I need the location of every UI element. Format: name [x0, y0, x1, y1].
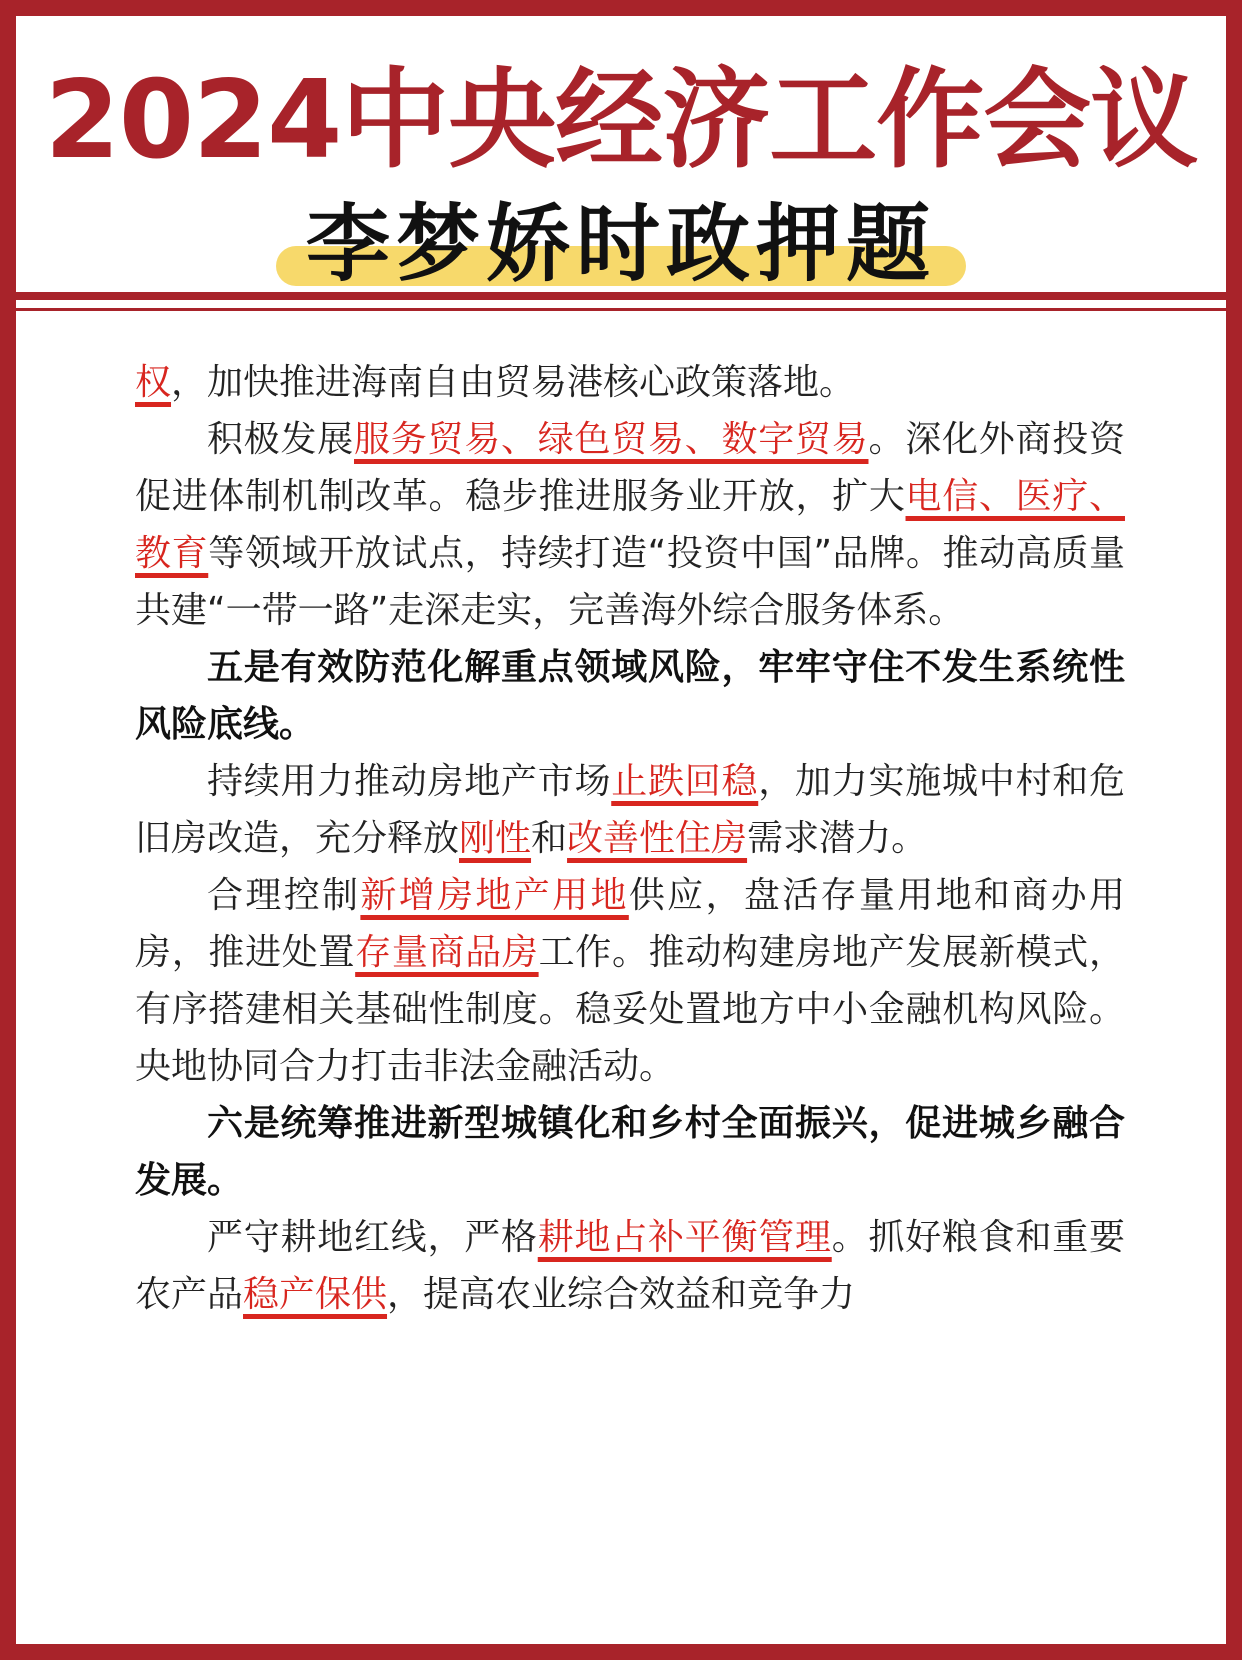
text-run: 工作。推动构建房地产发展新模式，有序搭建相关基础性制度。稳妥处置地方中小金融机构风险。央地协同合力打击非法金融活动。	[135, 932, 1125, 1087]
article-body	[135, 354, 1125, 1323]
keyword: 改善性住房	[567, 818, 748, 859]
header	[16, 16, 1226, 294]
header-divider-thick	[16, 292, 1226, 300]
text-run: ，加力实施城中村和危旧房改造，充分释放	[135, 761, 1125, 859]
keyword: 耕地占补平衡管理	[537, 1217, 832, 1258]
keyword: 刚性	[459, 818, 532, 859]
section-heading-5: 五是有效防范化解重点领域风险，牢牢守住不发生系统性风险底线。	[135, 647, 1125, 745]
keyword: 电信、医疗、教育	[135, 476, 1125, 574]
paragraph-3	[135, 753, 1125, 867]
keyword: 服务贸易、绿色贸易、数字贸易	[354, 419, 869, 460]
text-run: ，提高农业综合效益和竞争力	[387, 1274, 856, 1315]
text-run: 和	[531, 818, 568, 859]
text-run: 持续用力推动房地产市场	[207, 761, 612, 802]
keyword: 止跌回稳	[611, 761, 759, 802]
header-divider-thin	[16, 308, 1226, 311]
paragraph-4	[135, 867, 1125, 1095]
paragraph-5	[135, 1209, 1125, 1323]
text-run: ，加快推进海南自由贸易港核心政策落地。	[171, 362, 856, 403]
text-run: 供应，盘活存量用地和商办用房，推进处置	[135, 875, 1125, 973]
subtitle-wrap	[16, 194, 1226, 294]
text-run: 需求潜力。	[747, 818, 928, 859]
keyword: 稳产保供	[243, 1274, 388, 1315]
text-run: 。深化外商投资促进体制机制改革。稳步推进服务业开放，扩大	[135, 419, 1125, 517]
keyword: 权	[135, 362, 172, 403]
section-heading-6: 六是统筹推进新型城镇化和乡村全面振兴，促进城乡融合发展。	[135, 1103, 1125, 1201]
subtitle	[276, 194, 966, 294]
text-run: 积极发展	[207, 419, 354, 460]
keyword: 新增房地产用地	[360, 875, 629, 916]
text-run: 严守耕地红线，严格	[207, 1217, 538, 1258]
subtitle-text: 李梦娇时政押题	[305, 195, 936, 293]
paragraph-2	[135, 411, 1125, 639]
keyword: 存量商品房	[355, 932, 539, 973]
paragraph-1	[135, 354, 1125, 411]
text-run: 等领域开放试点，持续打造“投资中国”品牌。推动高质量共建“一带一路”走深走实，完善海外综合服务体系。	[135, 533, 1125, 631]
page-title: 2024中央经济工作会议	[44, 58, 1198, 183]
text-run: 合理控制	[207, 875, 361, 916]
text-run: 。抓好粮食和重要农产品	[135, 1217, 1125, 1315]
